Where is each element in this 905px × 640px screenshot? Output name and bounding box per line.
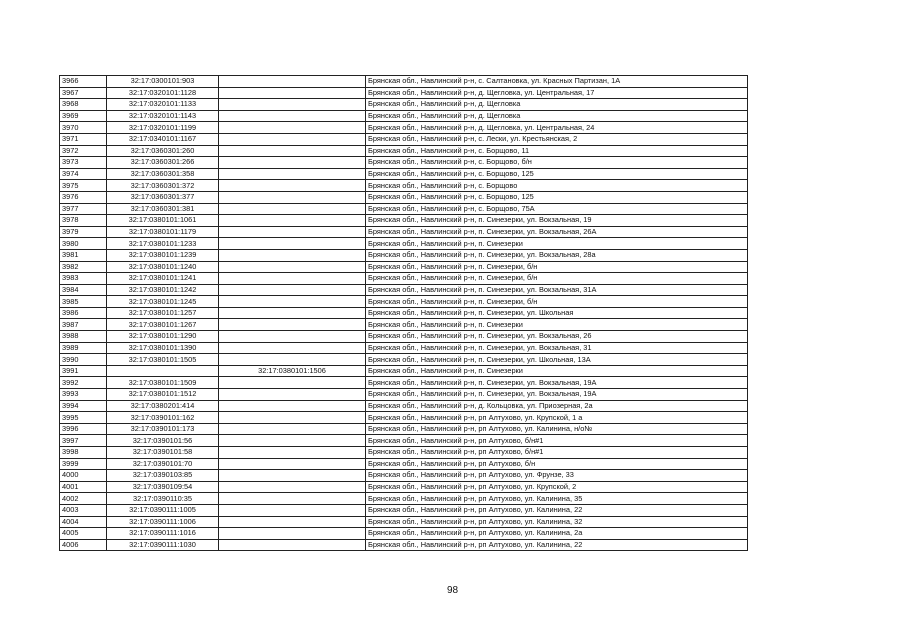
table-row bbox=[60, 319, 748, 331]
address-cell: Брянская обл., Навлинский р-н, с. Борщово, 125 bbox=[366, 168, 748, 180]
address-cell: Брянская обл., Навлинский р-н, п. Синезерки, ул. Вокзальная, 31 bbox=[366, 342, 748, 354]
row-number-cell: 3998 bbox=[60, 447, 107, 459]
table-row bbox=[60, 76, 748, 88]
table-row bbox=[60, 377, 748, 389]
row-number-cell: 3974 bbox=[60, 168, 107, 180]
address-cell: Брянская обл., Навлинский р-н, рп Алтухово, б/н#1 bbox=[366, 435, 748, 447]
cadastral-number-alt-cell bbox=[219, 215, 366, 227]
cadastral-number-cell: 32:17:0390101:56 bbox=[107, 435, 219, 447]
address-cell: Брянская обл., Навлинский р-н, рп Алтухово, б/н#1 bbox=[366, 447, 748, 459]
cadastral-number-cell: 32:17:0320101:1199 bbox=[107, 122, 219, 134]
row-number-cell: 4005 bbox=[60, 528, 107, 540]
cadastral-number-alt-cell bbox=[219, 168, 366, 180]
row-number-cell: 3986 bbox=[60, 307, 107, 319]
table-row bbox=[60, 122, 748, 134]
cadastral-number-alt-cell bbox=[219, 307, 366, 319]
address-cell: Брянская обл., Навлинский р-н, рп Алтухово, ул. Калинина, 32 bbox=[366, 516, 748, 528]
address-cell: Брянская обл., Навлинский р-н, д. Щегловка, ул. Центральная, 24 bbox=[366, 122, 748, 134]
cadastral-number-alt-cell bbox=[219, 389, 366, 401]
cadastral-number-alt-cell bbox=[219, 180, 366, 192]
table-row bbox=[60, 191, 748, 203]
address-cell: Брянская обл., Навлинский р-н, рп Алтухово, ул. Крупской, 2 bbox=[366, 481, 748, 493]
row-number-cell: 3996 bbox=[60, 423, 107, 435]
address-cell: Брянская обл., Навлинский р-н, рп Алтухово, ул. Калинина, 22 bbox=[366, 539, 748, 551]
cadastral-number-cell: 32:17:0390103:85 bbox=[107, 470, 219, 482]
cadastral-number-cell: 32:17:0380101:1267 bbox=[107, 319, 219, 331]
registry-table bbox=[59, 75, 748, 551]
row-number-cell: 3987 bbox=[60, 319, 107, 331]
cadastral-number-cell: 32:17:0340101:1167 bbox=[107, 133, 219, 145]
address-cell: Брянская обл., Навлинский р-н, п. Синезерки, ул. Школьная bbox=[366, 307, 748, 319]
address-cell: Брянская обл., Навлинский р-н, с. Салтановка, ул. Красных Партизан, 1А bbox=[366, 76, 748, 88]
table-row bbox=[60, 145, 748, 157]
row-number-cell: 3977 bbox=[60, 203, 107, 215]
cadastral-number-alt-cell bbox=[219, 145, 366, 157]
cadastral-number-cell: 32:17:0390101:58 bbox=[107, 447, 219, 459]
cadastral-number-cell: 32:17:0390111:1030 bbox=[107, 539, 219, 551]
row-number-cell: 3988 bbox=[60, 331, 107, 343]
row-number-cell: 3979 bbox=[60, 226, 107, 238]
cadastral-number-cell: 32:17:0390111:1006 bbox=[107, 516, 219, 528]
address-cell: Брянская обл., Навлинский р-н, д. Щегловка bbox=[366, 110, 748, 122]
row-number-cell: 3968 bbox=[60, 99, 107, 111]
cadastral-number-alt-cell bbox=[219, 493, 366, 505]
row-number-cell: 3984 bbox=[60, 284, 107, 296]
cadastral-number-cell: 32:17:0380101:1509 bbox=[107, 377, 219, 389]
cadastral-number-alt-cell bbox=[219, 504, 366, 516]
address-cell: Брянская обл., Навлинский р-н, п. Синезерки, б/н bbox=[366, 273, 748, 285]
table-row bbox=[60, 528, 748, 540]
cadastral-number-alt-cell bbox=[219, 435, 366, 447]
address-cell: Брянская обл., Навлинский р-н, п. Синезерки, б/н bbox=[366, 296, 748, 308]
address-cell: Брянская обл., Навлинский р-н, п. Синезерки bbox=[366, 319, 748, 331]
cadastral-number-alt-cell bbox=[219, 273, 366, 285]
row-number-cell: 3972 bbox=[60, 145, 107, 157]
address-cell: Брянская обл., Навлинский р-н, с. Лески, ул. Крестьянская, 2 bbox=[366, 133, 748, 145]
table-row bbox=[60, 504, 748, 516]
address-cell: Брянская обл., Навлинский р-н, д. Щегловка, ул. Центральная, 17 bbox=[366, 87, 748, 99]
table-row bbox=[60, 99, 748, 111]
address-cell: Брянская обл., Навлинский р-н, рп Алтухово, б/н bbox=[366, 458, 748, 470]
page-number: 98 bbox=[446, 585, 459, 596]
cadastral-number-cell: 32:17:0380101:1257 bbox=[107, 307, 219, 319]
cadastral-number-cell: 32:17:0360301:372 bbox=[107, 180, 219, 192]
cadastral-number-alt-cell bbox=[219, 226, 366, 238]
cadastral-number-alt-cell bbox=[219, 296, 366, 308]
address-cell: Брянская обл., Навлинский р-н, п. Синезерки, ул. Вокзальная, 19А bbox=[366, 389, 748, 401]
cadastral-number-cell: 32:17:0380101:1245 bbox=[107, 296, 219, 308]
table-row bbox=[60, 168, 748, 180]
table-row bbox=[60, 516, 748, 528]
address-cell: Брянская обл., Навлинский р-н, п. Синезерки bbox=[366, 365, 748, 377]
cadastral-number-alt-cell bbox=[219, 331, 366, 343]
cadastral-number-cell: 32:17:0380101:1242 bbox=[107, 284, 219, 296]
table-row bbox=[60, 342, 748, 354]
row-number-cell: 3982 bbox=[60, 261, 107, 273]
row-number-cell: 3999 bbox=[60, 458, 107, 470]
cadastral-number-cell: 32:17:0390101:70 bbox=[107, 458, 219, 470]
cadastral-number-cell: 32:17:0380101:1061 bbox=[107, 215, 219, 227]
table-row bbox=[60, 412, 748, 424]
cadastral-number-alt-cell bbox=[219, 284, 366, 296]
cadastral-number-alt-cell bbox=[219, 133, 366, 145]
address-cell: Брянская обл., Навлинский р-н, п. Синезерки, ул. Вокзальная, 26 bbox=[366, 331, 748, 343]
cadastral-number-alt-cell bbox=[219, 319, 366, 331]
row-number-cell: 3985 bbox=[60, 296, 107, 308]
registry-table-body bbox=[60, 76, 748, 551]
table-row bbox=[60, 110, 748, 122]
cadastral-number-alt-cell bbox=[219, 249, 366, 261]
table-row bbox=[60, 470, 748, 482]
row-number-cell: 3981 bbox=[60, 249, 107, 261]
row-number-cell: 4004 bbox=[60, 516, 107, 528]
cadastral-number-alt-cell bbox=[219, 423, 366, 435]
table-row bbox=[60, 493, 748, 505]
row-number-cell: 3989 bbox=[60, 342, 107, 354]
table-row bbox=[60, 133, 748, 145]
row-number-cell: 3970 bbox=[60, 122, 107, 134]
address-cell: Брянская обл., Навлинский р-н, д. Кольцовка, ул. Приозерная, 2а bbox=[366, 400, 748, 412]
row-number-cell: 3967 bbox=[60, 87, 107, 99]
row-number-cell: 4001 bbox=[60, 481, 107, 493]
table-row bbox=[60, 261, 748, 273]
table-row bbox=[60, 389, 748, 401]
table-row bbox=[60, 180, 748, 192]
table-row bbox=[60, 307, 748, 319]
address-cell: Брянская обл., Навлинский р-н, рп Алтухово, ул. Фрунзе, 33 bbox=[366, 470, 748, 482]
cadastral-number-cell: 32:17:0380101:1233 bbox=[107, 238, 219, 250]
cadastral-number-alt-cell bbox=[219, 354, 366, 366]
cadastral-number-cell: 32:17:0380101:1241 bbox=[107, 273, 219, 285]
address-cell: Брянская обл., Навлинский р-н, п. Синезерки, б/н bbox=[366, 261, 748, 273]
row-number-cell: 3991 bbox=[60, 365, 107, 377]
cadastral-number-alt-cell bbox=[219, 110, 366, 122]
row-number-cell: 3990 bbox=[60, 354, 107, 366]
cadastral-number-cell: 32:17:0320101:1133 bbox=[107, 99, 219, 111]
address-cell: Брянская обл., Навлинский р-н, с. Борщово bbox=[366, 180, 748, 192]
cadastral-number-cell: 32:17:0390101:173 bbox=[107, 423, 219, 435]
table-row bbox=[60, 400, 748, 412]
address-cell: Брянская обл., Навлинский р-н, д. Щегловка bbox=[366, 99, 748, 111]
table-row bbox=[60, 539, 748, 551]
cadastral-number-cell: 32:17:0300101:903 bbox=[107, 76, 219, 88]
table-row bbox=[60, 284, 748, 296]
row-number-cell: 3997 bbox=[60, 435, 107, 447]
row-number-cell: 3994 bbox=[60, 400, 107, 412]
address-cell: Брянская обл., Навлинский р-н, п. Синезерки, ул. Вокзальная, 19А bbox=[366, 377, 748, 389]
address-cell: Брянская обл., Навлинский р-н, с. Борщово, 125 bbox=[366, 191, 748, 203]
cadastral-number-cell: 32:17:0380101:1290 bbox=[107, 331, 219, 343]
row-number-cell: 3976 bbox=[60, 191, 107, 203]
address-cell: Брянская обл., Навлинский р-н, п. Синезерки, ул. Вокзальная, 28а bbox=[366, 249, 748, 261]
row-number-cell: 3993 bbox=[60, 389, 107, 401]
address-cell: Брянская обл., Навлинский р-н, п. Синезерки, ул. Вокзальная, 31А bbox=[366, 284, 748, 296]
cadastral-number-alt-cell bbox=[219, 157, 366, 169]
address-cell: Брянская обл., Навлинский р-н, рп Алтухово, ул. Калинина, 2а bbox=[366, 528, 748, 540]
cadastral-number-alt-cell: 32:17:0380101:1506 bbox=[219, 365, 366, 377]
row-number-cell: 4002 bbox=[60, 493, 107, 505]
table-row bbox=[60, 423, 748, 435]
table-row bbox=[60, 296, 748, 308]
cadastral-number-alt-cell bbox=[219, 76, 366, 88]
row-number-cell: 4003 bbox=[60, 504, 107, 516]
table-row bbox=[60, 331, 748, 343]
cadastral-number-cell: 32:17:0360301:381 bbox=[107, 203, 219, 215]
table-row bbox=[60, 203, 748, 215]
cadastral-number-alt-cell bbox=[219, 528, 366, 540]
cadastral-number-cell: 32:17:0380101:1239 bbox=[107, 249, 219, 261]
cadastral-number-alt-cell bbox=[219, 99, 366, 111]
cadastral-number-cell: 32:17:0360301:266 bbox=[107, 157, 219, 169]
table-row bbox=[60, 238, 748, 250]
address-cell: Брянская обл., Навлинский р-н, с. Борщово, б/н bbox=[366, 157, 748, 169]
address-cell: Брянская обл., Навлинский р-н, п. Синезерки, ул. Вокзальная, 19 bbox=[366, 215, 748, 227]
table-row bbox=[60, 354, 748, 366]
address-cell: Брянская обл., Навлинский р-н, рп Алтухово, ул. Крупской, 1 а bbox=[366, 412, 748, 424]
cadastral-number-cell: 32:17:0380101:1179 bbox=[107, 226, 219, 238]
row-number-cell: 3969 bbox=[60, 110, 107, 122]
cadastral-number-cell: 32:17:0380201:414 bbox=[107, 400, 219, 412]
table-row bbox=[60, 458, 748, 470]
address-cell: Брянская обл., Навлинский р-н, с. Борщово, 11 bbox=[366, 145, 748, 157]
row-number-cell: 3995 bbox=[60, 412, 107, 424]
row-number-cell: 3966 bbox=[60, 76, 107, 88]
row-number-cell: 3971 bbox=[60, 133, 107, 145]
address-cell: Брянская обл., Навлинский р-н, рп Алтухово, ул. Калинина, 35 bbox=[366, 493, 748, 505]
cadastral-number-alt-cell bbox=[219, 377, 366, 389]
address-cell: Брянская обл., Навлинский р-н, п. Синезерки, ул. Вокзальная, 26А bbox=[366, 226, 748, 238]
row-number-cell: 3978 bbox=[60, 215, 107, 227]
cadastral-number-alt-cell bbox=[219, 400, 366, 412]
cadastral-number-alt-cell bbox=[219, 238, 366, 250]
row-number-cell: 3973 bbox=[60, 157, 107, 169]
row-number-cell: 3992 bbox=[60, 377, 107, 389]
table-row bbox=[60, 226, 748, 238]
cadastral-number-alt-cell bbox=[219, 191, 366, 203]
cadastral-number-cell: 32:17:0360301:377 bbox=[107, 191, 219, 203]
cadastral-number-cell: 32:17:0320101:1128 bbox=[107, 87, 219, 99]
cadastral-number-cell: 32:17:0390110:35 bbox=[107, 493, 219, 505]
cadastral-number-alt-cell bbox=[219, 412, 366, 424]
cadastral-number-cell: 32:17:0390109:54 bbox=[107, 481, 219, 493]
row-number-cell: 3980 bbox=[60, 238, 107, 250]
address-cell: Брянская обл., Навлинский р-н, п. Синезерки, ул. Школьная, 13А bbox=[366, 354, 748, 366]
cadastral-number-cell: 32:17:0390101:162 bbox=[107, 412, 219, 424]
cadastral-number-cell: 32:17:0360301:260 bbox=[107, 145, 219, 157]
table-row bbox=[60, 249, 748, 261]
address-cell: Брянская обл., Навлинский р-н, с. Борщово, 75А bbox=[366, 203, 748, 215]
cadastral-number-alt-cell bbox=[219, 261, 366, 273]
cadastral-number-alt-cell bbox=[219, 516, 366, 528]
row-number-cell: 3975 bbox=[60, 180, 107, 192]
table-row bbox=[60, 87, 748, 99]
cadastral-number-cell: 32:17:0360301:358 bbox=[107, 168, 219, 180]
cadastral-number-alt-cell bbox=[219, 203, 366, 215]
cadastral-number-cell: 32:17:0380101:1512 bbox=[107, 389, 219, 401]
row-number-cell: 3983 bbox=[60, 273, 107, 285]
cadastral-number-cell: 32:17:0390111:1005 bbox=[107, 504, 219, 516]
cadastral-number-alt-cell bbox=[219, 458, 366, 470]
row-number-cell: 4000 bbox=[60, 470, 107, 482]
cadastral-number-cell: 32:17:0380101:1505 bbox=[107, 354, 219, 366]
cadastral-number-cell: 32:17:0390111:1016 bbox=[107, 528, 219, 540]
address-cell: Брянская обл., Навлинский р-н, п. Синезерки bbox=[366, 238, 748, 250]
table-row bbox=[60, 435, 748, 447]
cadastral-number-alt-cell bbox=[219, 470, 366, 482]
table-row bbox=[60, 481, 748, 493]
table-row bbox=[60, 157, 748, 169]
cadastral-number-cell bbox=[107, 365, 219, 377]
address-cell: Брянская обл., Навлинский р-н, рп Алтухово, ул. Калинина, н/о№ bbox=[366, 423, 748, 435]
cadastral-number-alt-cell bbox=[219, 447, 366, 459]
table-row bbox=[60, 215, 748, 227]
cadastral-number-alt-cell bbox=[219, 481, 366, 493]
cadastral-number-cell: 32:17:0320101:1143 bbox=[107, 110, 219, 122]
cadastral-number-alt-cell bbox=[219, 539, 366, 551]
table-row bbox=[60, 273, 748, 285]
cadastral-number-alt-cell bbox=[219, 87, 366, 99]
cadastral-number-cell: 32:17:0380101:1240 bbox=[107, 261, 219, 273]
row-number-cell: 4006 bbox=[60, 539, 107, 551]
address-cell: Брянская обл., Навлинский р-н, рп Алтухово, ул. Калинина, 22 bbox=[366, 504, 748, 516]
cadastral-number-cell: 32:17:0380101:1390 bbox=[107, 342, 219, 354]
cadastral-number-alt-cell bbox=[219, 342, 366, 354]
cadastral-number-alt-cell bbox=[219, 122, 366, 134]
table-row bbox=[60, 365, 748, 377]
table-row bbox=[60, 447, 748, 459]
